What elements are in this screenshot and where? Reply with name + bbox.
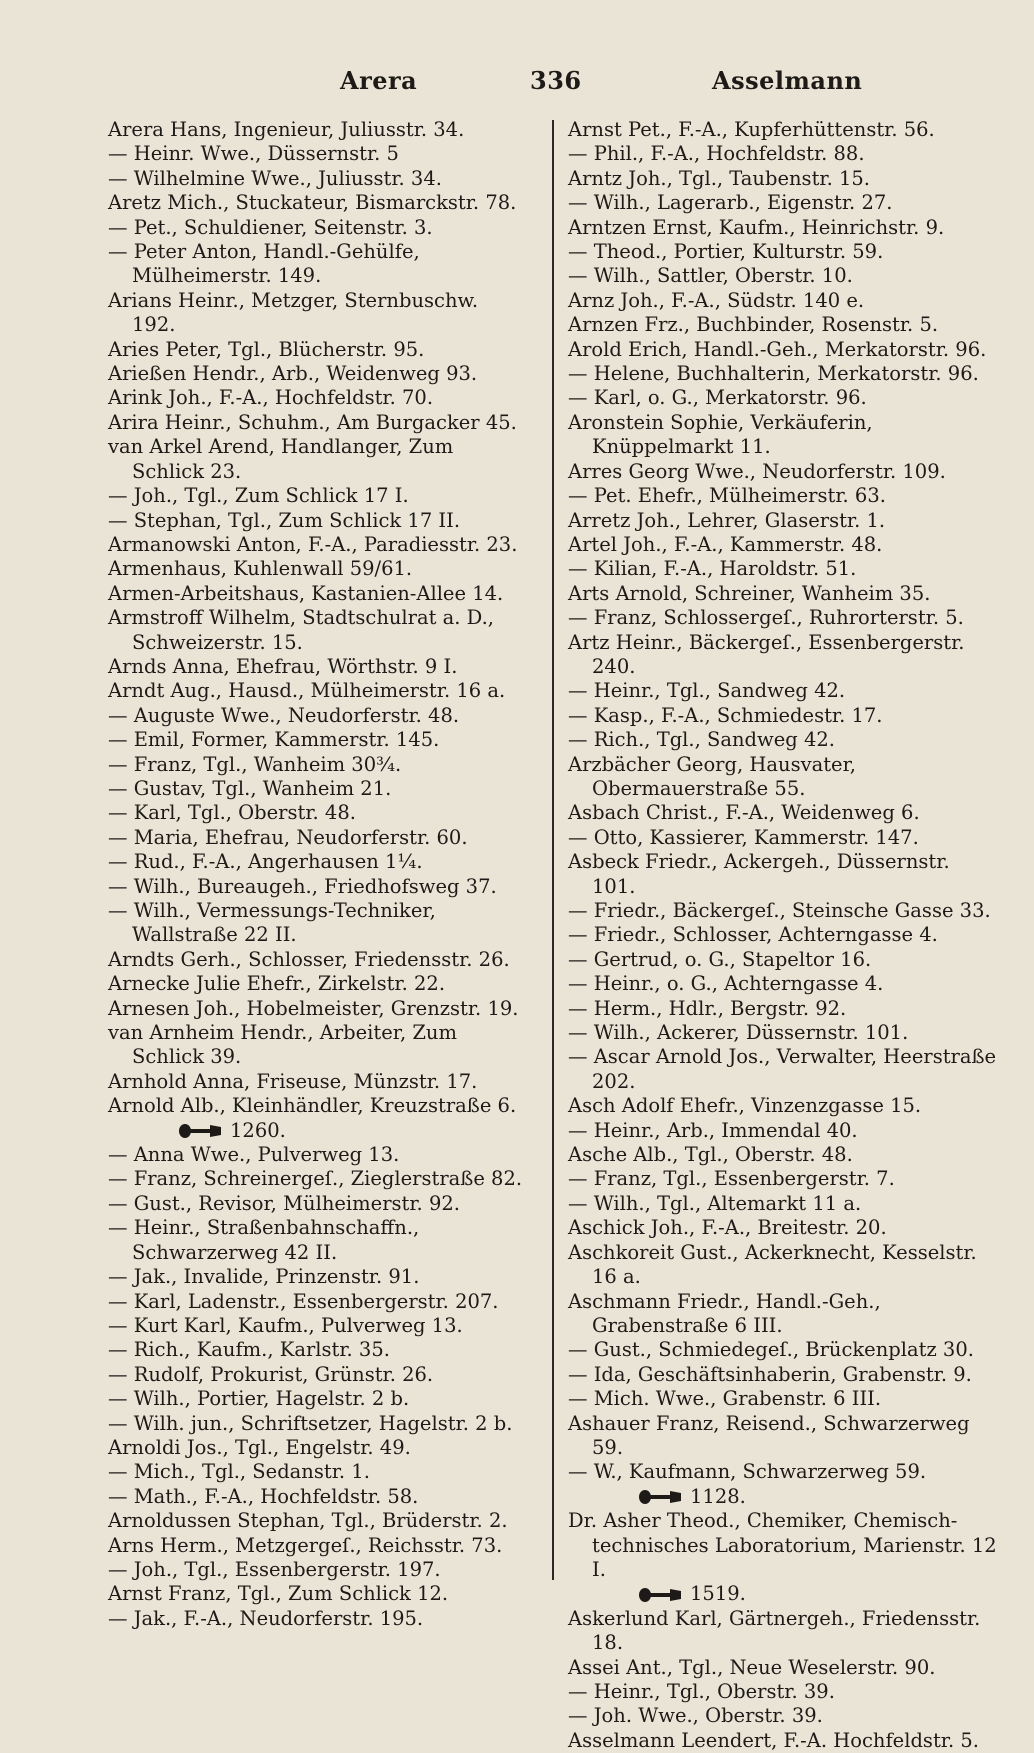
directory-entry (568, 1656, 998, 1680)
directory-entry (568, 1460, 998, 1484)
entry-text: — Gust., Revisor, Mülheimerstr. 92. (108, 1191, 460, 1215)
directory-entry (108, 1119, 526, 1143)
directory-entry (108, 240, 526, 289)
directory-entry (568, 1241, 998, 1290)
entry-text: Aronstein Sophie, Verkäuferin, Knüppelmarkt 11. (568, 410, 873, 459)
entry-text: Arndts Gerh., Schlosser, Friedensstr. 26. (108, 947, 510, 971)
entry-text: — Heinr., Tgl., Sandweg 42. (568, 679, 846, 703)
directory-entry (568, 631, 998, 680)
directory-entry (568, 1192, 998, 1216)
entry-text: — Karl, Tgl., Oberstr. 48. (108, 801, 356, 825)
directory-entry (568, 142, 998, 166)
entry-text: — Mich., Tgl., Sedanstr. 1. (108, 1460, 370, 1484)
directory-entry (568, 899, 998, 923)
entry-text: van Arnheim Hendr., Arbeiter, Zum Schlick 39. (108, 1021, 457, 1069)
entry-text: Asch Adolf Ehefr., Vinzenzgasse 15. (568, 1094, 922, 1118)
directory-entry (108, 753, 526, 777)
directory-entry (568, 801, 998, 825)
entry-text: — Heinr., Tgl., Oberstr. 39. (568, 1680, 835, 1703)
entry-text: Arink Joh., F.-A., Hochfeldstr. 70. (108, 386, 434, 410)
directory-entry (108, 850, 526, 874)
entry-text: — Anna Wwe., Pulverweg 13. (108, 1143, 400, 1167)
entry-text: Artel Joh., F.-A., Kammerstr. 48. (568, 532, 883, 556)
entry-text: Asche Alb., Tgl., Oberstr. 48. (568, 1143, 853, 1167)
telephone-icon (638, 1586, 682, 1604)
left-column (108, 118, 526, 1631)
entry-text: Artz Heinr., Bäckergeſ., Essenbergerstr. 240. (568, 630, 965, 678)
directory-entry (568, 704, 998, 728)
directory-entry (108, 1607, 526, 1631)
directory-entry (568, 509, 998, 533)
directory-entry (568, 1729, 998, 1753)
entry-text: — Ascar Arnold Jos., Verwalter, Heerstraße 202. (568, 1045, 997, 1093)
entry-text: Ashauer Franz, Reisend., Schwarzerweg 59. (568, 1411, 970, 1459)
directory-entry (568, 313, 998, 337)
directory-entry (108, 142, 526, 166)
right-column (568, 118, 998, 1753)
telephone-icon (638, 1488, 682, 1506)
entry-text: — W., Kaufmann, Schwarzerweg 59. (568, 1460, 927, 1484)
directory-entry (568, 972, 998, 996)
directory-entry (568, 1485, 998, 1509)
entry-text: Arnold Alb., Kleinhändler, Kreuzstraße 6. (108, 1094, 517, 1118)
directory-entry (568, 753, 998, 802)
entry-text: Arera Hans, Ingenieur, Juliusstr. 34. (108, 118, 465, 141)
directory-entry (568, 167, 998, 191)
entry-text: Arzbächer Georg, Hausvater, Obermauerstraße 55. (568, 752, 856, 800)
entry-text: Asbeck Friedr., Ackergeh., Düssernstr. 101. (568, 850, 950, 898)
directory-entry (108, 1021, 526, 1070)
directory-entry (108, 1314, 526, 1338)
directory-entry (108, 484, 526, 508)
directory-entry (108, 997, 526, 1021)
directory-entry (108, 1363, 526, 1387)
directory-entry (568, 1094, 998, 1118)
entry-text: — Joh., Tgl., Essenbergerstr. 197. (108, 1557, 441, 1581)
directory-entry (568, 1338, 998, 1362)
directory-entry (568, 411, 998, 460)
directory-entry (568, 362, 998, 386)
entry-text: Asselmann Leendert, F.-A. Hochfeldstr. 5. (568, 1728, 979, 1752)
directory-entry (108, 509, 526, 533)
directory-entry (568, 1045, 998, 1094)
entry-text: — Rich., Kaufm., Karlstr. 35. (108, 1338, 390, 1362)
entry-text: — Wilh., Lagerarb., Eigenstr. 27. (568, 191, 893, 215)
directory-entry (568, 118, 998, 142)
entry-text: Armstroff Wilhelm, Stadtschulrat a. D., Schweizerstr. 15. (108, 606, 495, 654)
entry-text: Arretz Joh., Lehrer, Glaserstr. 1. (568, 508, 886, 532)
entry-text: Arndt Aug., Hausd., Mülheimerstr. 16 a. (108, 679, 506, 703)
entry-text: — Joh. Wwe., Oberstr. 39. (568, 1704, 823, 1728)
entry-text: — Ida, Geschäftsinhaberin, Grabenstr. 9. (568, 1362, 972, 1386)
entry-text: — Emil, Former, Kammerstr. 145. (108, 728, 440, 752)
entry-text: Aschkoreit Gust., Ackerknecht, Kesselstr. 16 a. (568, 1240, 977, 1289)
entry-text: — Wilh., Portier, Hagelstr. 2 b. (108, 1387, 410, 1411)
entry-text: — Wilh. jun., Schriftsetzer, Hagelstr. 2 b. (108, 1411, 513, 1435)
entry-text: — Rudolf, Prokurist, Grünstr. 26. (108, 1362, 434, 1386)
entry-text: Arians Heinr., Metzger, Sternbuschw. 192. (108, 288, 479, 337)
directory-entry (568, 386, 998, 410)
entry-text: — Kurt Karl, Kaufm., Pulverweg 13. (108, 1313, 463, 1337)
directory-entry (108, 1582, 526, 1606)
entry-text: — Math., F.-A., Hochfeldstr. 58. (108, 1484, 419, 1508)
entry-text: Askerlund Karl, Gärtnergeh., Friedensstr. 18. (568, 1606, 981, 1655)
directory-entry (568, 1704, 998, 1728)
entry-text: — Auguste Wwe., Neudorferstr. 48. (108, 703, 460, 727)
directory-entry (568, 850, 998, 899)
directory-entry (568, 1363, 998, 1387)
page-number: 336 (530, 66, 582, 95)
entry-text: Arnds Anna, Ehefrau, Wörthstr. 9 I. (108, 654, 458, 678)
directory-entry (108, 435, 526, 484)
entry-text: — Pet., Schuldiener, Seitenstr. 3. (108, 215, 433, 239)
telephone-icon (178, 1122, 222, 1140)
entry-text: — Mich. Wwe., Grabenstr. 6 III. (568, 1387, 882, 1411)
directory-entry (568, 1290, 998, 1339)
directory-entry (568, 1119, 998, 1143)
entry-text: — Friedr., Bäckergeſ., Steinsche Gasse 33. (568, 899, 991, 922)
entry-text: Arres Georg Wwe., Neudorferstr. 109. (568, 459, 946, 483)
entry-text: van Arkel Arend, Handlanger, Zum Schlick 23. (108, 435, 454, 483)
entry-text: Assei Ant., Tgl., Neue Weselerstr. 90. (568, 1655, 936, 1679)
directory-entry (108, 899, 526, 948)
directory-entry (108, 411, 526, 435)
entry-text: Armanowski Anton, F.-A., Paradiesstr. 23. (108, 532, 518, 556)
entry-text: Arnoldi Jos., Tgl., Engelstr. 49. (108, 1435, 411, 1459)
entry-text: Arira Heinr., Schuhm., Am Burgacker 45. (108, 410, 517, 434)
directory-entry (568, 338, 998, 362)
entry-text: — Stephan, Tgl., Zum Schlick 17 II. (108, 508, 461, 532)
entry-text: — Theod., Portier, Kulturstr. 59. (568, 240, 884, 264)
entry-text: Arießen Hendr., Arb., Weidenweg 93. (108, 362, 478, 386)
directory-entry (568, 1216, 998, 1240)
entry-text: — Heinr., Arb., Immendal 40. (568, 1118, 858, 1142)
directory-entry (568, 1509, 998, 1582)
entry-text: Aschmann Friedr., Handl.-Geh., Grabenstraße 6 III. (568, 1289, 881, 1337)
directory-entry (108, 289, 526, 338)
directory-entry (568, 240, 998, 264)
entry-text: — Heinr. Wwe., Düssernstr. 5 (108, 142, 399, 166)
directory-entry (108, 216, 526, 240)
directory-entry (568, 484, 998, 508)
entry-text: — Rud., F.-A., Angerhausen 1¼. (108, 850, 423, 874)
entry-text: — Franz, Tgl., Wanheim 30¾. (108, 752, 402, 776)
directory-entry (108, 1436, 526, 1460)
directory-entry (108, 1094, 526, 1118)
directory-entry (108, 167, 526, 191)
directory-entry (568, 728, 998, 752)
entry-text: — Gust., Schmiedegeſ., Brückenplatz 30. (568, 1338, 974, 1362)
entry-text: — Franz, Tgl., Essenbergerstr. 7. (568, 1167, 895, 1191)
directory-entry (108, 655, 526, 679)
entry-text: Dr. Asher Theod., Chemiker, Chemisch-technisches Laboratorium, Marienstr. 12 I. (568, 1509, 997, 1581)
header-left-keyword: Arera (340, 66, 418, 95)
entry-text: — Jak., F.-A., Neudorferstr. 195. (108, 1606, 424, 1630)
entry-text: Arntzen Ernst, Kaufm., Heinrichstr. 9. (568, 215, 945, 239)
directory-entry (108, 118, 526, 142)
entry-text: — Wilh., Tgl., Altemarkt 11 a. (568, 1191, 862, 1215)
entry-text: — Wilh., Sattler, Oberstr. 10. (568, 264, 853, 288)
directory-entry (108, 1338, 526, 1362)
entry-text: — Maria, Ehefrau, Neudorferstr. 60. (108, 825, 468, 849)
entry-text: — Pet. Ehefr., Mülheimerstr. 63. (568, 484, 886, 508)
entry-text: Arts Arnold, Schreiner, Wanheim 35. (568, 581, 931, 605)
directory-entry (568, 1607, 998, 1656)
entry-text: Aschick Joh., F.-A., Breitestr. 20. (568, 1216, 887, 1240)
entry-text: — Otto, Kassierer, Kammerstr. 147. (568, 825, 919, 849)
directory-entry (568, 1021, 998, 1045)
directory-entry (108, 1143, 526, 1167)
entry-text: — Wilh., Ackerer, Düssernstr. 101. (568, 1021, 909, 1045)
directory-entry (568, 533, 998, 557)
directory-entry (108, 582, 526, 606)
directory-entry (108, 1412, 526, 1436)
directory-entry (568, 1680, 998, 1704)
entry-text: — Karl, o. G., Merkatorstr. 96. (568, 386, 867, 410)
entry-text: Armenhaus, Kuhlenwall 59/61. (108, 557, 413, 581)
directory-entry (108, 1070, 526, 1094)
header-right-keyword: Asselmann (712, 66, 863, 95)
entry-text: Arold Erich, Handl.-Geh., Merkatorstr. 96. (568, 337, 987, 361)
entry-text: — Wilh., Bureaugeh., Friedhofsweg 37. (108, 874, 497, 898)
directory-entry (108, 1265, 526, 1289)
directory-entry (568, 191, 998, 215)
directory-entry (568, 948, 998, 972)
entry-text: — Jak., Invalide, Prinzenstr. 91. (108, 1265, 420, 1289)
entry-text: Arnst Pet., F.-A., Kupferhüttenstr. 56. (568, 118, 935, 141)
entry-text: Armen-Arbeitshaus, Kastanien-Allee 14. (108, 581, 504, 605)
entry-text: Aries Peter, Tgl., Blücherstr. 95. (108, 337, 425, 361)
entry-text: — Rich., Tgl., Sandweg 42. (568, 728, 835, 752)
directory-entry (108, 1558, 526, 1582)
directory-entry (108, 338, 526, 362)
entry-text: — Kasp., F.-A., Schmiedestr. 17. (568, 703, 883, 727)
directory-entry (108, 777, 526, 801)
directory-entry (108, 948, 526, 972)
entry-text: Arnst Franz, Tgl., Zum Schlick 12. (108, 1582, 449, 1606)
directory-entry (108, 1509, 526, 1533)
directory-entry (108, 533, 526, 557)
entry-text: — Phil., F.-A., Hochfeldstr. 88. (568, 142, 865, 166)
entry-text: Arnesen Joh., Hobelmeister, Grenzstr. 19. (108, 996, 519, 1020)
entry-text: 1260. (230, 1118, 286, 1142)
column-divider (552, 120, 554, 1580)
entry-text: Arnecke Julie Ehefr., Zirkelstr. 22. (108, 972, 446, 996)
directory-entry (568, 1167, 998, 1191)
entry-text: — Karl, Ladenstr., Essenbergerstr. 207. (108, 1289, 499, 1313)
entry-text: — Kilian, F.-A., Haroldstr. 51. (568, 557, 857, 581)
directory-entry (108, 362, 526, 386)
entry-text: Arnhold Anna, Friseuse, Münzstr. 17. (108, 1069, 478, 1093)
entry-text: 1128. (690, 1484, 746, 1508)
entry-text: Arnoldussen Stephan, Tgl., Brüderstr. 2. (108, 1509, 508, 1533)
entry-text: — Peter Anton, Handl.-Gehülfe, Mülheimerstr. 149. (108, 240, 420, 288)
entry-text: — Franz, Schlossergeſ., Ruhrorterstr. 5. (568, 606, 964, 630)
directory-entry (108, 728, 526, 752)
directory-entry (568, 216, 998, 240)
directory-entry (108, 826, 526, 850)
directory-entry (568, 1412, 998, 1461)
entry-text: Asbach Christ., F.-A., Weidenweg 6. (568, 801, 920, 825)
directory-entry (108, 1167, 526, 1191)
directory-entry (568, 826, 998, 850)
directory-entry (568, 923, 998, 947)
directory-entry (568, 1582, 998, 1606)
directory-entry (108, 606, 526, 655)
directory-entry (108, 875, 526, 899)
entry-text: Arns Herm., Metzgergeſ., Reichsstr. 73. (108, 1533, 503, 1557)
entry-text: — Gustav, Tgl., Wanheim 21. (108, 776, 392, 800)
entry-text: — Gertrud, o. G., Stapeltor 16. (568, 947, 872, 971)
directory-entry (108, 1290, 526, 1314)
directory-entry (108, 1216, 526, 1265)
directory-entry (108, 1387, 526, 1411)
entry-text: 1519. (690, 1582, 746, 1606)
directory-entry (568, 582, 998, 606)
entry-text: Aretz Mich., Stuckateur, Bismarckstr. 78. (108, 191, 517, 215)
directory-entry (568, 289, 998, 313)
entry-text: — Heinr., Straßenbahnschaffn., Schwarzerweg 42 II. (108, 1216, 420, 1264)
directory-entry (568, 264, 998, 288)
directory-entry (108, 679, 526, 703)
directory-entry (108, 386, 526, 410)
entry-text: — Wilh., Vermessungs-Techniker, Wallstraße 22 II. (108, 899, 436, 947)
entry-text: — Franz, Schreinergeſ., Zieglerstraße 82. (108, 1167, 523, 1191)
directory-entry (108, 801, 526, 825)
directory-entry (568, 1143, 998, 1167)
directory-entry (108, 1485, 526, 1509)
directory-entry (108, 1534, 526, 1558)
directory-entry (108, 972, 526, 996)
entry-text: Arntz Joh., Tgl., Taubenstr. 15. (568, 166, 870, 190)
entry-text: Arnz Joh., F.-A., Südstr. 140 e. (568, 288, 865, 312)
entry-text: — Heinr., o. G., Achterngasse 4. (568, 972, 884, 996)
directory-entry (568, 1387, 998, 1411)
directory-entry (108, 1192, 526, 1216)
entry-text: — Herm., Hdlr., Bergstr. 92. (568, 996, 847, 1020)
entry-text: — Helene, Buchhalterin, Merkatorstr. 96. (568, 362, 979, 386)
directory-entry (108, 191, 526, 215)
entry-text: — Joh., Tgl., Zum Schlick 17 I. (108, 484, 409, 508)
entry-text: Arnzen Frz., Buchbinder, Rosenstr. 5. (568, 313, 939, 337)
entry-text: — Wilhelmine Wwe., Juliusstr. 34. (108, 166, 442, 190)
directory-entry (568, 606, 998, 630)
directory-entry (568, 460, 998, 484)
directory-entry (108, 704, 526, 728)
directory-entry (108, 557, 526, 581)
directory-entry (108, 1460, 526, 1484)
directory-entry (568, 997, 998, 1021)
entry-text: — Friedr., Schlosser, Achterngasse 4. (568, 923, 938, 947)
directory-entry (568, 679, 998, 703)
directory-entry (568, 557, 998, 581)
